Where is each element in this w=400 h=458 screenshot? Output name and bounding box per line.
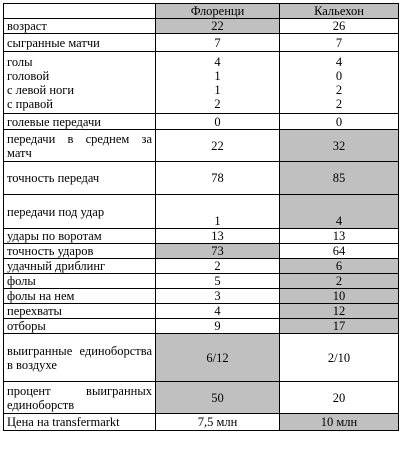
row-duels-won-pct — [4, 382, 399, 414]
row-label: фолы на нем — [4, 289, 156, 304]
row-tackles — [4, 319, 399, 334]
row-label: Цена на transfermarkt — [4, 414, 156, 431]
header-player-callejon: Кальехон — [280, 4, 399, 19]
value-florenzi: 73 — [156, 244, 280, 259]
value-callejon: 7 — [280, 34, 399, 52]
row-label: сыгранные матчи — [4, 34, 156, 52]
value-florenzi: 1 — [156, 195, 280, 229]
value-florenzi: 50 — [156, 382, 280, 414]
row-shots-on-target — [4, 229, 399, 244]
value-callejon: 13 — [280, 229, 399, 244]
value-florenzi: 78 — [156, 162, 280, 195]
row-interceptions — [4, 304, 399, 319]
row-label: точность ударов — [4, 244, 156, 259]
value-florenzi: 9 — [156, 319, 280, 334]
value-florenzi: 6/12 — [156, 334, 280, 382]
value-florenzi: 13 — [156, 229, 280, 244]
goals-left-label: с левой ноги — [7, 82, 75, 97]
value-callejon: 4 — [280, 195, 399, 229]
header-player-florenzi: Флоренци — [156, 4, 280, 19]
goals-right-value: 2 — [335, 96, 343, 111]
value-callejon — [280, 52, 399, 114]
goals-header-label: головой — [7, 68, 50, 83]
row-goals — [4, 52, 399, 114]
goals-value: 4 — [335, 54, 343, 69]
row-matches — [4, 34, 399, 52]
value-callejon: 12 — [280, 304, 399, 319]
row-label: отборы — [4, 319, 156, 334]
value-callejon: 6 — [280, 259, 399, 274]
row-label: точность передач — [4, 162, 156, 195]
row-assists — [4, 114, 399, 130]
goals-right-label: с правой — [7, 96, 53, 111]
value-florenzi: 5 — [156, 274, 280, 289]
row-label: удачный дриблинг — [4, 259, 156, 274]
header-row — [4, 4, 399, 19]
value-florenzi: 2 — [156, 259, 280, 274]
row-fouled — [4, 289, 399, 304]
value-florenzi: 3 — [156, 289, 280, 304]
goals-label: голы — [7, 54, 33, 69]
value-callejon: 10 — [280, 289, 399, 304]
row-label: удары по воротам — [4, 229, 156, 244]
row-label: фолы — [4, 274, 156, 289]
row-key-passes — [4, 195, 399, 229]
row-transfermarkt — [4, 414, 399, 431]
value-florenzi: 7 — [156, 34, 280, 52]
row-label: перехваты — [4, 304, 156, 319]
goals-left-value: 2 — [335, 82, 343, 97]
value-callejon: 32 — [280, 130, 399, 162]
value-callejon: 64 — [280, 244, 399, 259]
goals-header-value: 0 — [335, 68, 343, 83]
goals-value: 4 — [214, 54, 221, 69]
row-label: процент выигранных единоборств — [4, 382, 156, 414]
value-callejon: 17 — [280, 319, 399, 334]
value-florenzi: 7,5 млн — [156, 414, 280, 431]
row-label: выигранные единоборства в воздухе — [4, 334, 156, 382]
row-label: голевые передачи — [4, 114, 156, 130]
row-label: передачи под удар — [4, 195, 156, 229]
row-label: передачи в среднем за матч — [4, 130, 156, 162]
row-aerial-duels — [4, 334, 399, 382]
goals-right-value: 2 — [214, 96, 221, 111]
goals-left-value: 1 — [214, 82, 221, 97]
value-callejon: 0 — [280, 114, 399, 130]
comparison-table — [3, 3, 399, 431]
value-florenzi: 22 — [156, 19, 280, 34]
row-shot-accuracy — [4, 244, 399, 259]
value-florenzi — [156, 52, 280, 114]
row-age — [4, 19, 399, 34]
row-fouls — [4, 274, 399, 289]
header-empty-cell — [4, 4, 156, 19]
row-label — [4, 52, 156, 114]
row-label: возраст — [4, 19, 156, 34]
row-passes-per-match — [4, 130, 399, 162]
value-callejon: 10 млн — [280, 414, 399, 431]
goals-header-value: 1 — [214, 68, 221, 83]
value-callejon: 2/10 — [280, 334, 399, 382]
value-callejon: 26 — [280, 19, 399, 34]
value-florenzi: 4 — [156, 304, 280, 319]
row-dribbles — [4, 259, 399, 274]
value-florenzi: 0 — [156, 114, 280, 130]
value-callejon: 20 — [280, 382, 399, 414]
value-callejon: 2 — [280, 274, 399, 289]
row-pass-accuracy — [4, 162, 399, 195]
value-callejon: 85 — [280, 162, 399, 195]
value-florenzi: 22 — [156, 130, 280, 162]
